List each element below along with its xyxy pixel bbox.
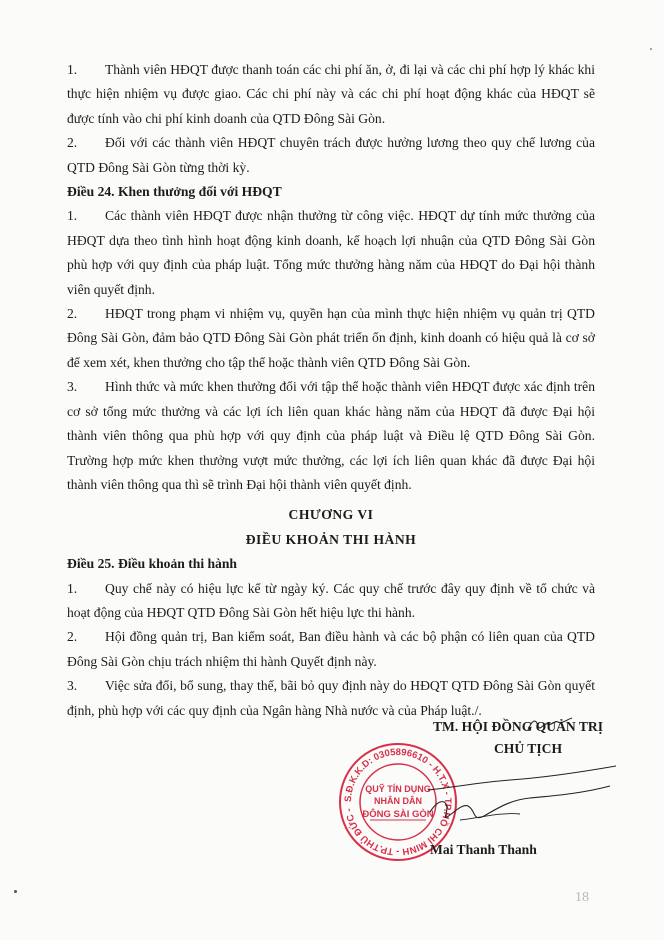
- signature-role: CHỦ TỊCH: [493, 741, 563, 756]
- paragraph-2: 2. Đối với các thành viên HĐQT chuyên trách được hưởng lương theo quy chế lương của QTD Đông Sài Gòn từng thời kỳ.: [67, 135, 595, 175]
- article-25-item-2: 2. Hội đồng quản trị, Ban kiểm soát, Ban điều hành và các bộ phận có liên quan của QTD Đông Sài Gòn chịu trách nhiệm thi hành Quyết định này.: [67, 629, 595, 669]
- scan-speck: [650, 48, 652, 50]
- article-24-item-1: 1. Các thành viên HĐQT được nhận thưởng từ công việc. HĐQT dự tính mức thưởng của HĐQT dựa theo tình hình hoạt động kinh doanh, kế hoạch lợi nhuận của QTD Đông Sài Gòn phù hợp với quy định của pháp luật. Tổng mức thưởng hàng năm của HĐQT do Đại hội thành viên quyết định.: [67, 208, 595, 297]
- signature-title: TM. HỘI ĐỒNG QUẢN TRỊ: [432, 719, 604, 734]
- article-25-heading: Điều 25. Điều khoản thi hành: [67, 556, 237, 572]
- page-number: 18: [575, 890, 589, 905]
- scan-speck: [14, 890, 17, 893]
- article-24-heading: Điều 24. Khen thưởng đối với HĐQT: [67, 184, 282, 200]
- signer-name: Mai Thanh Thanh: [430, 842, 537, 857]
- article-25-item-1: 1. Quy chế này có hiệu lực kể từ ngày ký. Các quy chế trước đây quy định về tổ chức và hoạt động của HĐQT QTD Đông Sài Gòn hết hiệu lực thi hành.: [67, 580, 595, 620]
- svg-text:S.Đ.K.K.D: 0305896610 - H.T.X: S.Đ.K.K.D: 0305896610 - H.T.X - TP.HỒ CHÍ MINH - TP.THỦ ĐỨC -: [342, 746, 454, 858]
- article-24-item-2: 2. HĐQT trong phạm vi nhiệm vụ, quyền hạn của mình thực hiện nhiệm vụ quản trị QTD Đông Sài Gòn, đảm bảo QTD Đông Sài Gòn phát triển ổn định, kinh doanh có hiệu quả là cơ sở để xem xét, khen thưởng cho tập thể hoặc thành viên QTD Đông Sài Gòn.: [67, 306, 595, 370]
- article-24-item-3: 3. Hình thức và mức khen thưởng đối với tập thể hoặc thành viên HĐQT được xác định trên cơ sở tổng mức thưởng và các lợi ích liên quan khác hàng năm của HĐQT đã được Đại hội thành viên thông qua phù hợp với quy định của pháp luật và Điều lệ QTD Đông Sài Gòn. Trường hợp mức khen thưởng vượt mức thưởng, các lợi ích liên quan khác đã được Đại hội thành viên thông qua thì sẽ trình Đại hội thành viên quyết định.: [67, 379, 595, 492]
- svg-text:QUỸ TÍN DỤNG: QUỸ TÍN DỤNG: [365, 784, 431, 794]
- svg-text:ĐÔNG SÀI GÒN: ĐÔNG SÀI GÒN: [362, 809, 434, 820]
- body-text: [67, 58, 595, 723]
- article-25-item-3: 3. Việc sửa đổi, bổ sung, thay thế, bãi bỏ quy định này do HĐQT QTD Đông Sài Gòn quyết định, phù hợp với các quy định của Ngân hàng Nhà nước và của Pháp luật./.: [67, 678, 595, 718]
- svg-text:NHÂN DÂN: NHÂN DÂN: [374, 796, 422, 806]
- handwritten-signature: [420, 760, 620, 850]
- chapter-title: ĐIỀU KHOẢN THI HÀNH: [245, 531, 417, 547]
- paragraph-1: 1. Thành viên HĐQT được thanh toán các chi phí ăn, ở, đi lại và các chi phí hợp lý khác khi thực hiện nhiệm vụ được giao. Các chi phí này và các chi phí hoạt động khác của HĐQT sẽ được tính vào chi phí kinh doanh của QTD Đông Sài Gòn.: [67, 62, 595, 126]
- chapter-number: CHƯƠNG VI: [288, 507, 374, 523]
